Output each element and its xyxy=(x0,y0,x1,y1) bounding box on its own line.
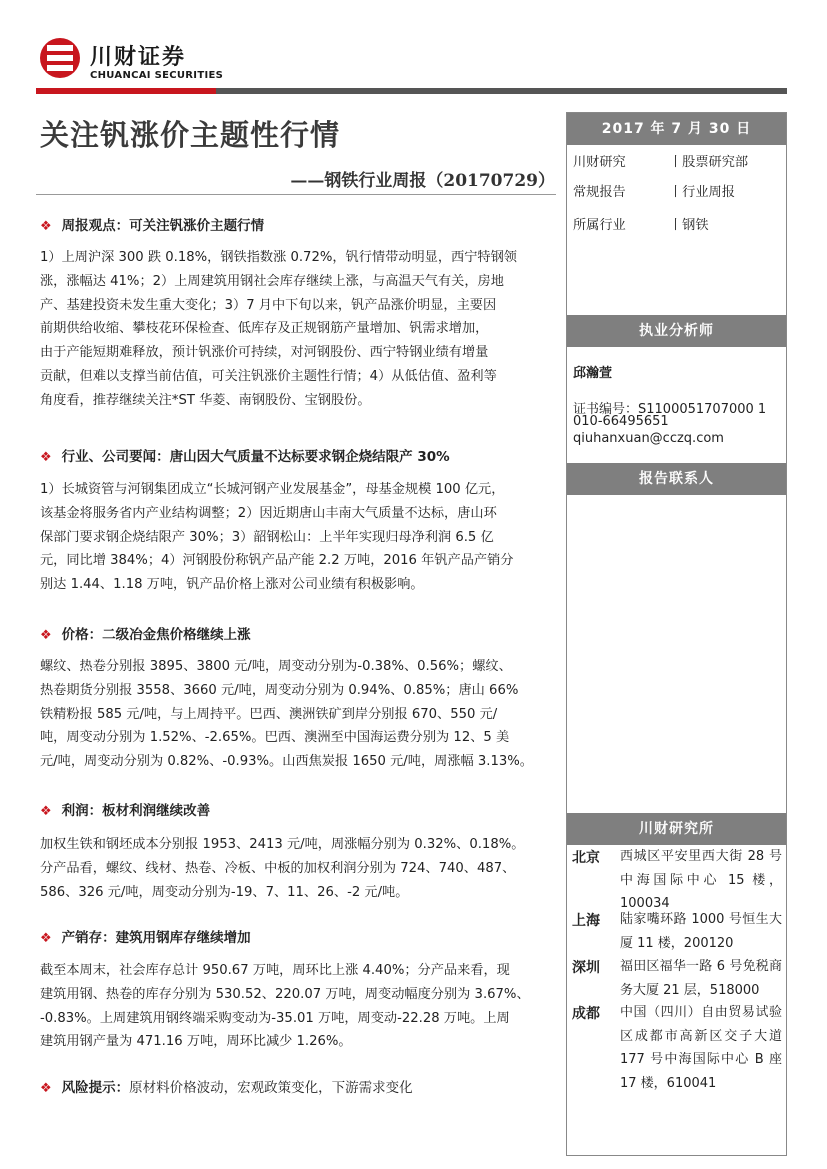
title-divider xyxy=(36,194,556,195)
diamond-bullet-icon: ❖ xyxy=(40,804,52,819)
text-line: 别达 1.44、1.18 万吨，钒产品价格上涨对公司业绩有积极影响。 xyxy=(40,577,424,593)
analyst-name: 邱瀚萱 xyxy=(573,366,613,381)
meta-value: 丨行业周报 xyxy=(669,185,735,200)
office-city: 深圳 xyxy=(572,960,600,976)
section-heading-text: 周报观点：可关注钒涨价主题行情 xyxy=(61,218,265,234)
section-body-price xyxy=(40,655,556,774)
text-line: 涨，涨幅达 41%；2）上周建筑用钢社会库存继续上涨，与高温天气有关，房地 xyxy=(40,273,504,289)
brand-name-en: CHUANCAI SECURITIES xyxy=(90,70,224,81)
office-city: 成都 xyxy=(572,1006,600,1022)
text-line: 铁精粉报 585 元/吨，与上周持平。巴西、澳洲铁矿到岸分别报 670、550 元/ xyxy=(40,706,498,722)
text-line: 1）长城资管与河钢集团成立“长城河钢产业发展基金”，母基金规模 100 亿元， xyxy=(40,482,505,497)
contact-header: 报告联系人 xyxy=(567,463,786,495)
section-heading-news xyxy=(40,445,450,465)
analyst-header: 执业分析师 xyxy=(567,315,786,347)
meta-value: 丨钢铁 xyxy=(669,218,709,233)
text-line: 产、基建投资未发生重大变化；3）7 月中下旬以来，钒产品涨价明显，主要因 xyxy=(40,297,497,313)
risk-text: 原材料价格波动，宏观政策变化，下游需求变化 xyxy=(129,1080,413,1096)
meta-label: 川财研究 xyxy=(573,155,626,170)
header-rule-accent xyxy=(36,88,216,94)
section-heading-view xyxy=(40,214,264,234)
diamond-bullet-icon: ❖ xyxy=(40,219,52,234)
section-heading-text: 产销存：建筑用钢库存继续增加 xyxy=(61,930,251,946)
section-body-news xyxy=(40,478,556,597)
diamond-bullet-icon: ❖ xyxy=(40,1081,52,1096)
office-address: 西城区平安里西大街 28 号中海国际中心 15 楼，100034 xyxy=(620,849,782,911)
text-line: 分产品看，螺纹、线材、热卷、冷板、中板的加权利润分别为 724、740、487、 xyxy=(40,860,516,876)
office-address: 中国（四川）自由贸易试验区成都市高新区交子大道 177 号中海国际中心 B 座 17 楼，610041 xyxy=(620,1005,782,1091)
text-line: 586、326 元/吨，周变动分别为-19、7、11、26、-2 元/吨。 xyxy=(40,884,409,900)
text-line: 元，同比增 384%；4）河钢股份称钒产品产能 2.2 万吨，2016 年钒产品产销分 xyxy=(40,553,514,569)
text-line: 前期供给收缩、攀枝花环保检查、低库存及正规钢筋产量增加、钒需求增加， xyxy=(40,321,489,337)
text-line: 截至本周末，社会库存总计 950.67 万吨，周环比上涨 4.40%；分产品来看，现 xyxy=(40,963,510,978)
analyst-phone: 010-66495651 xyxy=(573,414,669,429)
text-line: 贡献，但难以支撑当前估值，可关注钒涨价主题性行情；4）从低估值、盈利等 xyxy=(40,368,497,384)
report-title: 关注钒涨价主题性行情 xyxy=(40,118,341,152)
section-heading-inventory xyxy=(40,926,251,946)
text-line: 建筑用钢、热卷的库存分别为 530.52、220.07 万吨，周变动幅度分别为 3.67%、 xyxy=(40,986,530,1002)
text-line: -0.83%。上周建筑用钢终端采购变动为-35.01 万吨，周变动-22.28 万吨。上周 xyxy=(40,1010,510,1026)
office-address: 福田区福华一路 6 号免税商务大厦 21 层，518000 xyxy=(620,959,782,998)
section-heading-profit xyxy=(40,799,210,819)
section-heading-price xyxy=(40,623,251,643)
text-line: 吨，周变动分别为 1.52%、-2.65%。巴西、澳洲至中国海运费分别为 12、5 美 xyxy=(40,730,510,746)
diamond-bullet-icon: ❖ xyxy=(40,450,52,465)
text-line: 角度看，推荐继续关注*ST 华菱、南钢股份、宝钢股份。 xyxy=(40,392,371,408)
section-heading-text: 价格：二级冶金焦价格继续上涨 xyxy=(61,627,251,643)
section-heading-text: 行业、公司要闻：唐山因大气质量不达标要求钢企烧结限产 30% xyxy=(61,449,450,465)
diamond-bullet-icon: ❖ xyxy=(40,931,52,946)
section-heading-text: 利润：板材利润继续改善 xyxy=(61,803,211,819)
institute-header: 川财研究所 xyxy=(567,813,786,845)
text-line: 1）上周沪深 300 跌 0.18%，钢铁指数涨 0.72%，钒行情带动明显，西宁特钢领 xyxy=(40,250,517,265)
text-line: 元/吨，周变动分别为 0.82%、-0.93%。山西焦炭报 1650 元/吨，周涨幅 3.13%。 xyxy=(40,754,533,770)
diamond-bullet-icon: ❖ xyxy=(40,628,52,643)
meta-label: 所属行业 xyxy=(573,218,626,233)
analyst-email[interactable]: qiuhanxuan@cczq.com xyxy=(573,431,724,446)
text-line: 保部门要求钢企烧结限产 30%；3）韶钢松山：上半年实现归母净利润 6.5 亿 xyxy=(40,529,494,545)
company-logo xyxy=(40,38,80,78)
analyst-cert: 证书编号：S1100051707000 1 xyxy=(573,402,767,417)
text-line: 加权生铁和钢坯成本分别报 1953、2413 元/吨，周涨幅分别为 0.32%、0.18%。 xyxy=(40,837,525,852)
office-address: 陆家嘴环路 1000 号恒生大厦 11 楼，200120 xyxy=(620,912,782,951)
section-heading-text: 风险提示： xyxy=(61,1080,130,1096)
office-city: 上海 xyxy=(572,913,600,929)
meta-value: 丨股票研究部 xyxy=(669,155,749,170)
section-body-view xyxy=(40,246,556,413)
text-line: 该基金将服务省内产业结构调整；2）因近期唐山丰南大气质量不达标，唐山环 xyxy=(40,505,497,521)
section-heading-risk xyxy=(40,1076,413,1096)
section-body-profit xyxy=(40,833,556,904)
report-date: 2017 年 7 月 30 日 xyxy=(567,113,786,145)
text-line: 由于产能短期难释放，预计钒涨价可持续，对河钢股份、西宁特钢业绩有增量 xyxy=(40,345,489,361)
text-line: 热卷期货分别报 3558、3660 元/吨，周变动分别为 0.94%、0.85%；唐山 66% xyxy=(40,682,519,698)
text-line: 建筑用钢产量为 471.16 万吨，周环比减少 1.26%。 xyxy=(40,1034,352,1050)
section-body-inventory xyxy=(40,959,556,1054)
office-city: 北京 xyxy=(572,850,600,866)
report-subtitle: ——钢铁行业周报（20170729） xyxy=(290,171,555,191)
meta-label: 常规报告 xyxy=(573,185,626,200)
brand-name: 川财证券 xyxy=(90,45,187,70)
text-line: 螺纹、热卷分别报 3895、3800 元/吨，周变动分别为-0.38%、0.56%；螺纹、 xyxy=(40,659,512,674)
